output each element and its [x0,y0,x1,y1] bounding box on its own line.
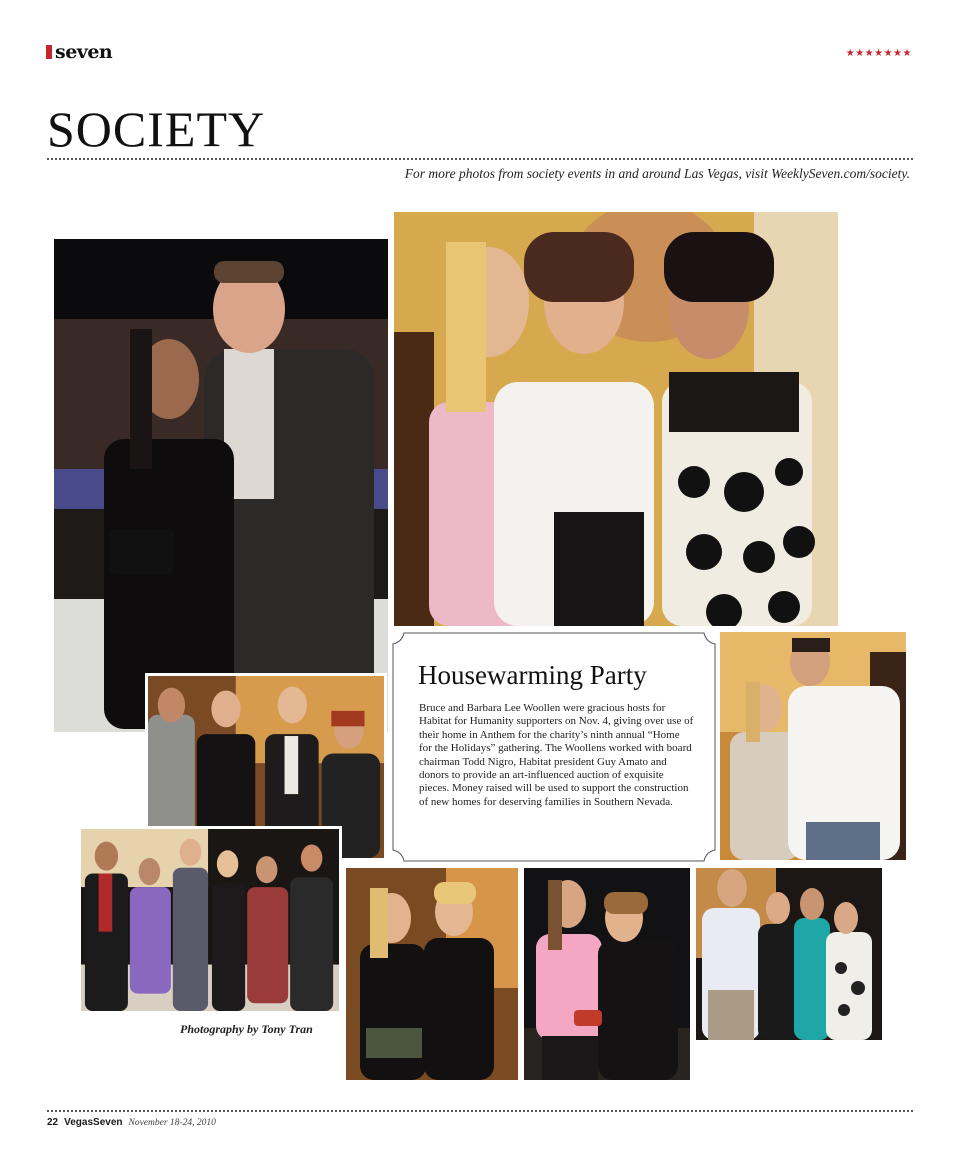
title-dotted-rule [47,158,913,160]
photo-group-four-b [696,868,882,1040]
photo-group-six [78,826,342,1014]
photo-two-women-a [346,868,518,1080]
footer-dotted-rule [47,1110,913,1112]
magazine-name: VegasSeven [64,1117,123,1128]
story-body: Bruce and Barbara Lee Woollen were gracious hosts for Habitat for Humanity supporters on Nov. 4, giving over use of their home in Anthem for the charity’s ninth annual “Home for the Holidays” gathering. The Woollens worked with board chairman Todd Nigro, Habitat president Guy Amato and donors to provide an art-influenced auction of exquisite pieces. Money raised will be used to support the construction of new homes for deserving families in Southern Nevada. [419,702,694,808]
page-number: 22 [47,1117,59,1128]
rating-stars: ★★★★★★★ [845,48,912,59]
magazine-logo [46,42,112,62]
photo-couple-large [54,239,388,732]
photo-three-women [394,212,838,626]
section-subhead: For more photos from society events in and around Las Vegas, visit WeeklySeven.com/society. [404,166,910,181]
issue-date: November 18-24, 2010 [128,1118,216,1128]
photo-couple-right [720,632,906,860]
photo-credit: Photography by Tony Tran [180,1022,313,1036]
photo-two-women-b [524,868,690,1080]
page-footer [47,1117,216,1128]
story-title: Housewarming Party [418,660,647,690]
logo-text: seven [55,41,113,63]
story-box [392,632,716,862]
logo-red-bar [46,45,52,59]
section-title: SOCIETY [47,101,266,157]
